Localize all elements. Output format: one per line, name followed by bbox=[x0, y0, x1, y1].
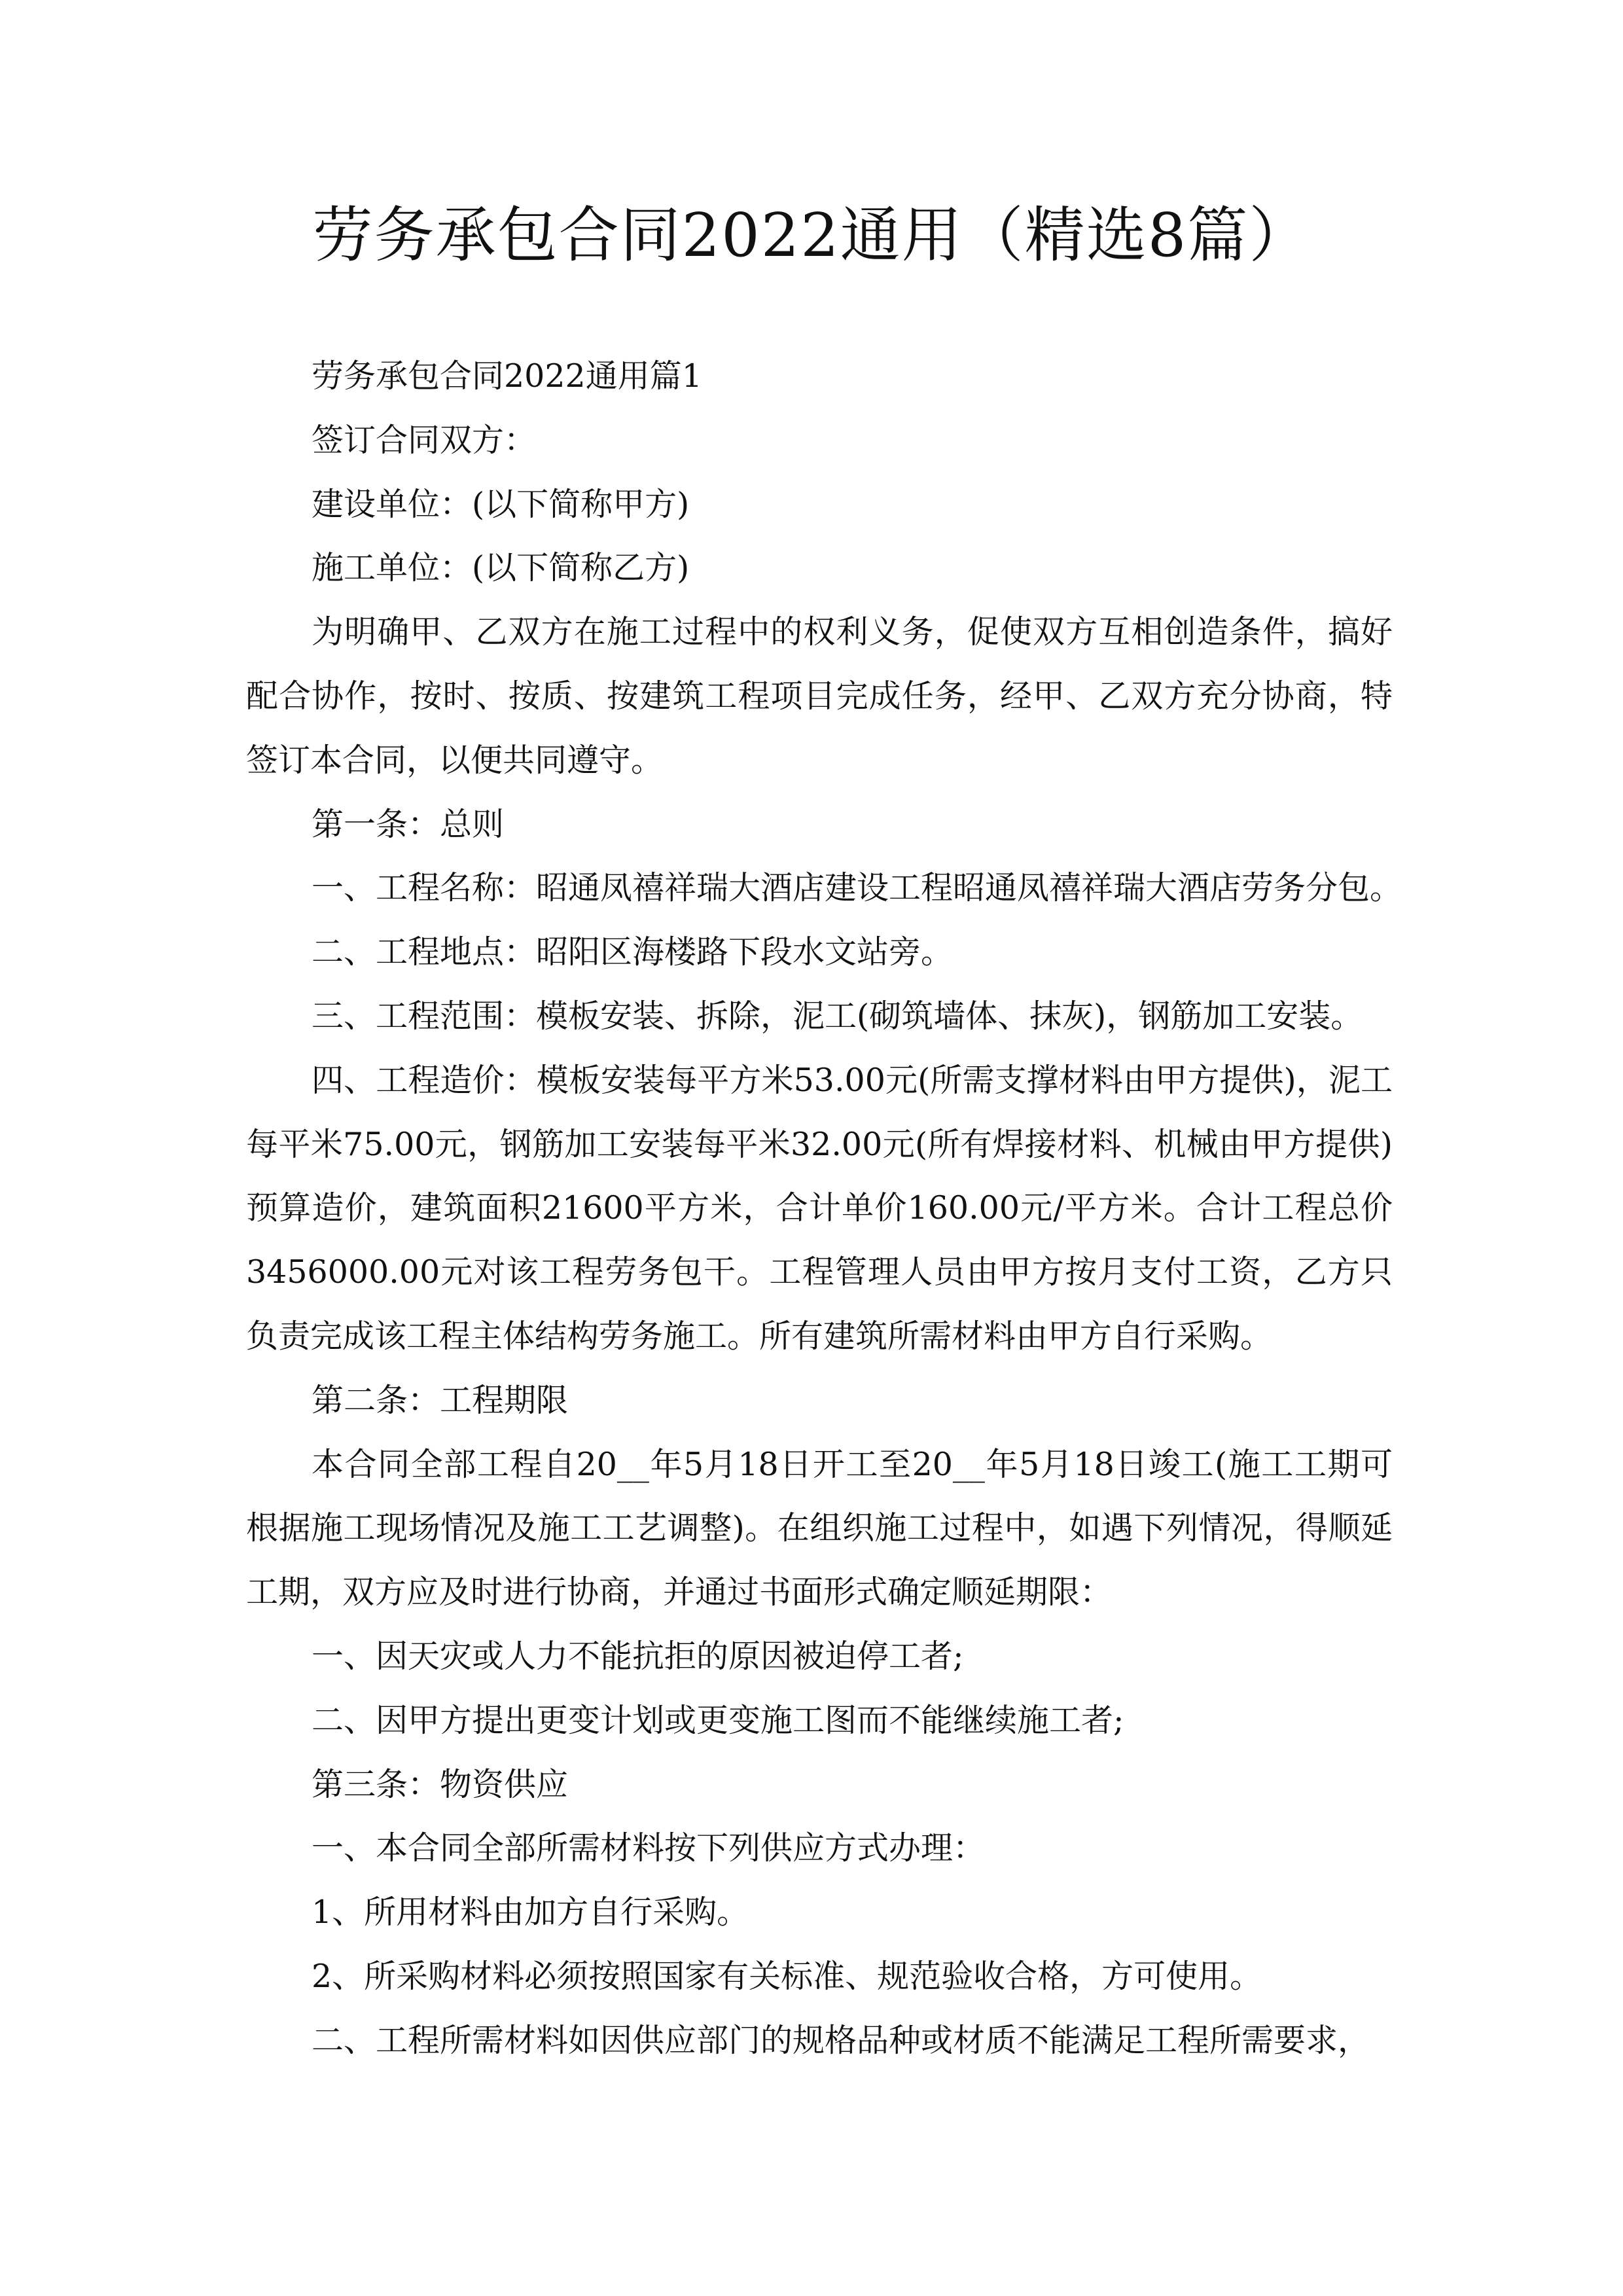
paragraph: 2、所采购材料必须按照国家有关标准、规范验收合格，方可使用。 bbox=[312, 1957, 1262, 1995]
document-body bbox=[246, 344, 1402, 2073]
article-heading: 第二条：工程期限 bbox=[312, 1381, 569, 1419]
paragraph: 为明确甲、乙双方在施工过程中的权利义务，促使双方互相创造条件，搞好配合协作，按时、按质、按建筑工程项目完成任务，经甲、乙双方充分协商，特签订本合同，以便共同遵守。 bbox=[246, 613, 1393, 779]
paragraph: 一、因天灾或人力不能抗拒的原因被迫停工者; bbox=[312, 1637, 964, 1675]
paragraph: 本合同全部工程自20__年5月18日开工至20__年5月18日竣工(施工工期可根据施工现场情况及施工工艺调整)。在组织施工过程中，如遇下列情况，得顺延工期，双方应及时进行协商，并通过书面形式确定顺延期限： bbox=[246, 1445, 1393, 1611]
paragraph: 建设单位：(以下简称甲方) bbox=[312, 485, 690, 523]
paragraph: 签订合同双方： bbox=[312, 421, 537, 459]
paragraph: 二、因甲方提出更变计划或更变施工图而不能继续施工者; bbox=[312, 1701, 1124, 1739]
paragraph: 四、工程造价：模板安装每平方米53.00元(所需支撑材料由甲方提供)，泥工每平米75.00元，钢筋加工安装每平米32.00元(所有焊接材料、机械由甲方提供)预算造价，建筑面积21600平方米，合计单价160.00元/平方米。合计工程总价3456000.00元对该工程劳务包干。工程管理人员由甲方按月支付工资，乙方只负责完成该工程主体结构劳务施工。所有建筑所需材料由甲方自行采购。 bbox=[246, 1061, 1393, 1355]
section-heading: 劳务承包合同2022通用篇1 bbox=[312, 357, 702, 395]
paragraph: 1、所用材料由加方自行采购。 bbox=[312, 1893, 749, 1931]
paragraph: 施工单位：(以下简称乙方) bbox=[312, 549, 690, 587]
paragraph: 二、工程地点：昭阳区海楼路下段水文站旁。 bbox=[312, 933, 954, 971]
paragraph: 一、本合同全部所需材料按下列供应方式办理： bbox=[312, 1829, 986, 1867]
paragraph: 三、工程范围：模板安装、拆除，泥工(砌筑墙体、抹灰)，钢筋加工安装。 bbox=[312, 997, 1363, 1035]
document-title: 劳务承包合同2022通用（精选8篇） bbox=[312, 200, 1311, 270]
paragraph: 一、工程名称：昭通凤禧祥瑞大酒店建设工程昭通凤禧祥瑞大酒店劳务分包。 bbox=[312, 869, 1402, 907]
article-heading: 第一条：总则 bbox=[312, 805, 505, 843]
paragraph: 二、工程所需材料如因供应部门的规格品种或材质不能满足工程所需要求， bbox=[312, 2021, 1370, 2059]
article-heading: 第三条：物资供应 bbox=[312, 1765, 569, 1803]
